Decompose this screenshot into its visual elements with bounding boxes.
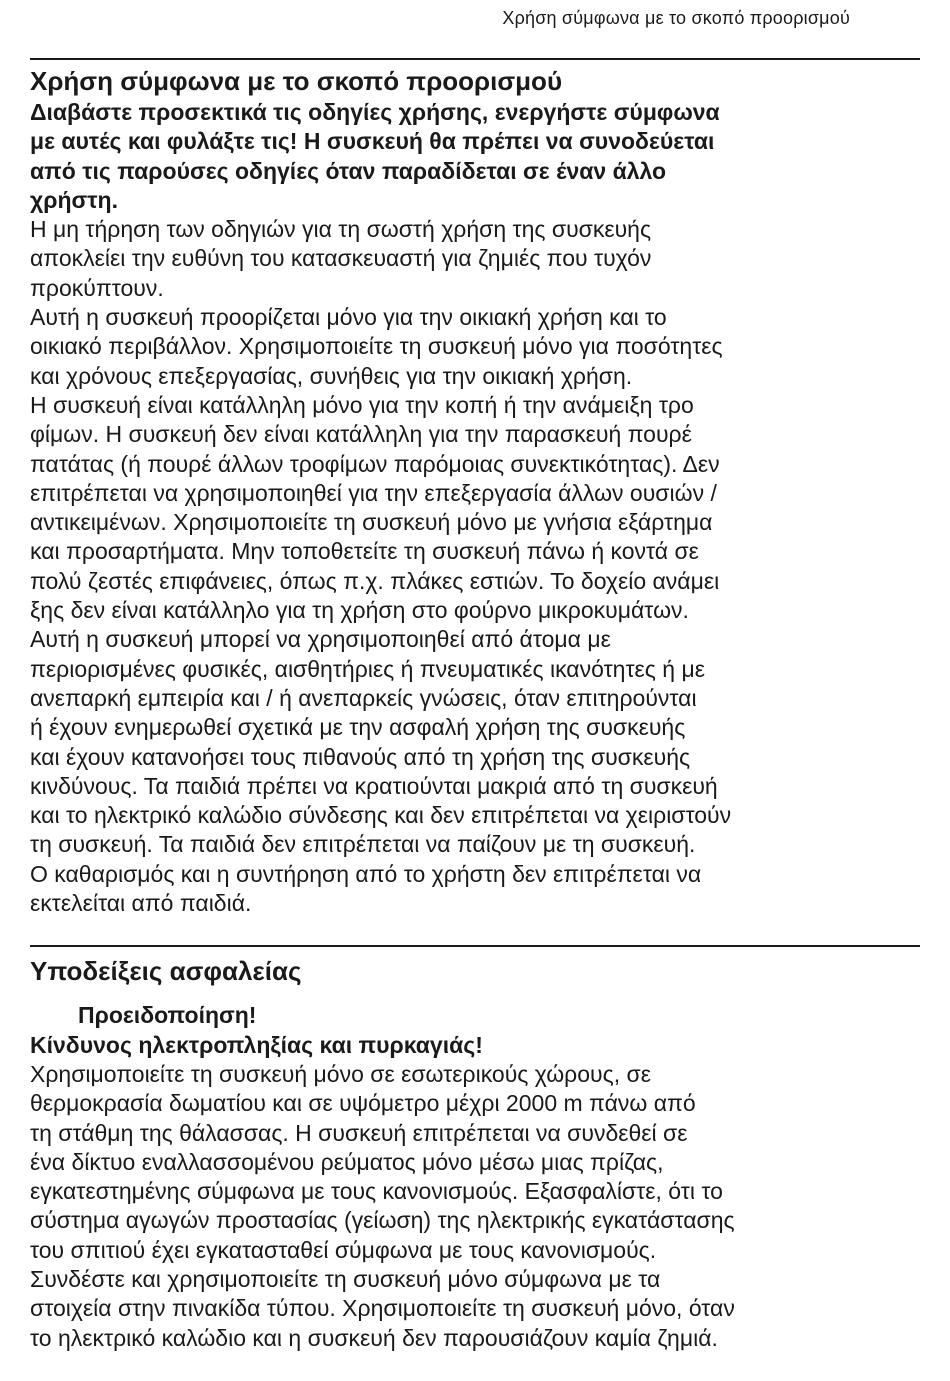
text-line: Ο καθαρισμός και η συντήρηση από το χρήστη δεν επιτρέπεται να — [30, 860, 702, 887]
notice-line: από τις παρούσες οδηγίες όταν παραδίδεται σε έναν άλλο — [30, 157, 667, 184]
text-line: σύστημα αγωγών προστασίας (γείωση) της ηλεκτρικής εγκατάστασης — [30, 1207, 735, 1234]
body-text — [30, 215, 920, 918]
body-text — [30, 1060, 920, 1353]
text-line: Αυτή η συσκευή μπορεί να χρησιμοποιηθεί από άτομα με — [30, 626, 611, 653]
bold-notice — [30, 98, 920, 215]
text-line: πατάτας (ή πουρέ άλλων τροφίμων παρόμοιας συνεκτικότητας). Δεν — [30, 450, 720, 477]
divider — [30, 945, 920, 947]
text-line: και το ηλεκτρικό καλώδιο σύνδεσης και δεν επιτρέπεται να χειριστούν — [30, 802, 732, 829]
warning-title: Προειδοποίηση! — [78, 1002, 257, 1028]
section-title: Υποδείξεις ασφαλείας — [30, 956, 302, 986]
text-line: φίμων. Η συσκευή δεν είναι κατάλληλη για την παρασκευή πουρέ — [30, 421, 692, 448]
text-line: επιτρέπεται να χρησιμοποιηθεί για την επεξεργασία άλλων ουσιών / — [30, 479, 717, 506]
text-line: Χρησιμοποιείτε τη συσκευή μόνο σε εσωτερικούς χώρους, σε — [30, 1061, 651, 1087]
text-line: Η συσκευή είναι κατάλληλη μόνο για την κοπή ή την ανάμειξη τρο — [30, 391, 694, 418]
text-line: αντικειμένων. Χρησιμοποιείτε τη συσκευή μόνο με γνήσια εξάρτημα — [30, 509, 713, 536]
notice-line: χρήστη. — [30, 186, 118, 213]
text-line: στοιχεία στην πινακίδα τύπου. Χρησιμοποιείτε τη συσκευή μόνο, όταν — [30, 1295, 735, 1322]
text-line: εγκατεστημένης σύμφωνα με τους κανονισμούς. Εξασφαλίστε, ότι το — [30, 1178, 723, 1205]
text-line: οικιακό περιβάλλον. Χρησιμοποιείτε τη συσκευή μόνο για ποσότητες — [30, 333, 723, 360]
text-line: το ηλεκτρικό καλώδιο και η συσκευή δεν παρουσιάζουν καμία ζημιά. — [30, 1324, 718, 1351]
text-line: Συνδέστε και χρησιμοποιείτε τη συσκευή μόνο σύμφωνα με τα — [30, 1266, 661, 1293]
text-line: κινδύνους. Τα παιδιά πρέπει να κρατιούνται μακριά από τη συσκευή — [30, 772, 718, 799]
text-line: τη στάθμη της θάλασσας. Η συσκευή επιτρέπεται να συνδεθεί σε — [30, 1119, 688, 1146]
text-line: εκτελείται από παιδιά. — [30, 890, 252, 917]
text-line: ανεπαρκή εμπειρία και / ή ανεπαρκείς γνώσεις, όταν επιτηρούνται — [30, 684, 697, 711]
text-line: ένα δίκτυο εναλλασσομένου ρεύματος μόνο μέσω μιας πρίζας, — [30, 1148, 664, 1175]
notice-line: με αυτές και φυλάξτε τις! Η συσκευή θα πρέπει να συνοδεύεται — [30, 128, 715, 155]
text-line: και προσαρτήματα. Μην τοποθετείτε τη συσκευή πάνω ή κοντά σε — [30, 538, 699, 565]
text-line: και χρόνους επεξεργασίας, συνήθεις για την οικιακή χρήση. — [30, 362, 633, 389]
text-line: και έχουν κατανοήσει τους πιθανούς από τη χρήση της συσκευής — [30, 743, 691, 770]
notice-line: Διαβάστε προσεκτικά τις οδηγίες χρήσης, ενεργήστε σύμφωνα — [30, 99, 720, 125]
section-safety — [30, 954, 920, 1353]
warning-subtitle: Κίνδυνος ηλεκτροπληξίας και πυρκαγιάς! — [30, 1032, 483, 1058]
divider — [30, 58, 920, 60]
section-title: Χρήση σύμφωνα με το σκοπό προορισμού — [30, 66, 563, 96]
text-line: τη συσκευή. Τα παιδιά δεν επιτρέπεται να παίζουν με τη συσκευή. — [30, 831, 696, 858]
running-header: Χρήση σύμφωνα με το σκοπό προορισμού — [502, 8, 850, 28]
text-line: ξης δεν είναι κατάλληλο για τη χρήση στο φούρνο μικροκυμάτων. — [30, 597, 689, 624]
text-line: Αυτή η συσκευή προορίζεται μόνο για την οικιακή χρήση και το — [30, 304, 667, 331]
text-line: περιορισμένες φυσικές, αισθητήριες ή πνευματικές ικανότητες ή με — [30, 655, 705, 682]
text-line: θερμοκρασία δωματίου και σε υψόμετρο μέχρι 2000 m πάνω από — [30, 1090, 696, 1117]
section-intended-use — [30, 64, 920, 918]
text-line: προκύπτουν. — [30, 274, 164, 301]
text-line: ή έχουν ενημερωθεί σχετικά με την ασφαλή χρήση της συσκευής — [30, 714, 686, 741]
text-line: Η μη τήρηση των οδηγιών για τη σωστή χρήση της συσκευής — [30, 216, 652, 243]
text-line: πολύ ζεστές επιφάνειες, όπως π.χ. πλάκες εστιών. Το δοχείο ανάμει — [30, 567, 720, 594]
text-line: αποκλείει την ευθύνη του κατασκευαστή για ζημιές που τυχόν — [30, 245, 652, 272]
text-line: του σπιτιού έχει εγκατασταθεί σύμφωνα με τους κανονισμούς. — [30, 1236, 657, 1263]
